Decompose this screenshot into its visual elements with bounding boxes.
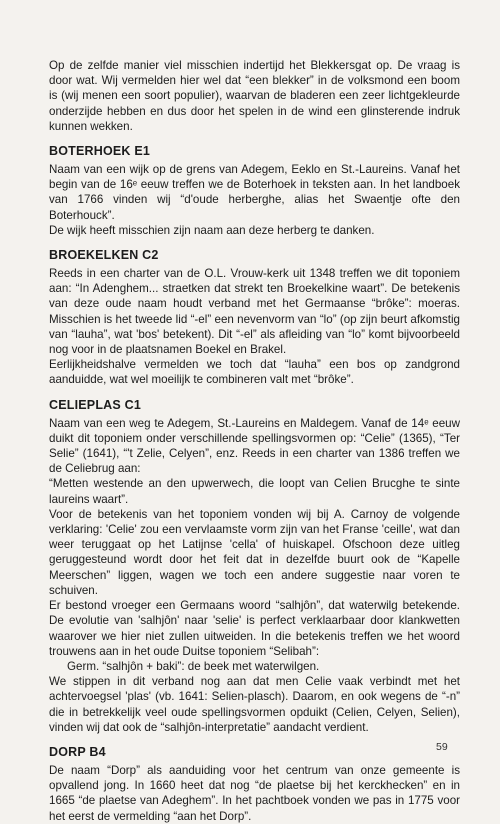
intro-paragraph: Op de zelfde manier viel misschien indertijd het Blekkersgat op. De vraag is door wat. Wij vermelden hier wel dat “een blekker” in de volksmond een boom is (wij menen een soort populier), waarvan de bladeren een zeer lichtgekleurde onderzijde hebben en dus door het spelen in de wind een glinsterende indruk kunnen wekken. [49,59,460,133]
broekelken-paragraph-1: Reeds in een charter van de O.L. Vrouw-kerk uit 1348 treffen we dit toponiem aan: “In Adenghem... straetken dat strekt ten Broekelkine waart”. De betekenis van deze oude naam houdt verband met het Germaanse “brôke”: moeras. Misschien is het tweede lid “-el” een nevenvorm van “lo” (op zijn beurt afkomstig van “lauha”, wat 'bos' betekent). Dit “-el” als afleiding van “lo” komt bijvoorbeeld nog voor in de plaatsnamen Boekel en Brakel. [49,267,460,357]
page-number: 59 [436,741,448,753]
heading-boterhoek: BOTERHOEK E1 [49,144,151,159]
dorp-paragraph-1: De naam “Dorp” als aanduiding voor het centrum van onze gemeente is opvallend jong. In 1660 heet dat nog “de plaetse bij het kerckhecken” en in 1665 “de plaetse van Adeghem”. In het pachtboek vonden we pas in 1775 voor het eerst de vermelding “aan het Dorp”. [49,763,460,823]
celieplas-paragraph-4: We stippen in dit verband nog aan dat men Celie vaak verbindt met het achtervoegsel 'plas' (vb. 1641: Selien-plasch). Daarom, en ook wegens de “-n” die in betrekkelijk veel oude spellingsvormen opduikt (Celien, Celyen, Selien), vinden wij dat ook de “salhjôn-interpretatie” aandacht verdient. [49,675,460,734]
page-content [49,58,460,824]
broekelken-paragraph-2: Eerlijkheidshalve vermelden we toch dat “lauha” een bos op zandgrond aanduidde, wat wel moeilijk te combineren valt met “brôke”. [49,358,460,387]
celieplas-paragraph-1: Naam van een weg te Adegem, St.-Laureins en Maldegem. Vanaf de 14ᵉ eeuw duikt dit toponiem onder verschillende spellingsvormen op: “Celie” (1365), “Ter Selie” (1641), “'t Zelie, Celyen”, enz. Reeds in een charter van 1386 treffen we de Celiebrug aan: [49,416,460,476]
celieplas-quote: “Metten westende an den upwerwech, die loopt van Celien Brucghe te sinte laureins waart”. [49,477,460,506]
heading-dorp: DORP B4 [49,744,106,759]
heading-broekelken: BROEKELKEN C2 [49,248,159,263]
boterhoek-paragraph-1: Naam van een wijk op de grens van Adegem, Eeklo en St.-Laureins. Vanaf het begin van de 16ᵉ eeuw treffen we de Boterhoek in teksten aan. In het landboek van 1766 vinden wij “d'oude herberghe, alias het Swaentje ofte den Boterhouck”. [49,163,460,222]
boterhoek-paragraph-2: De wijk heeft misschien zijn naam aan deze herberg te danken. [49,223,375,237]
celieplas-paragraph-3: Er bestond vroeger een Germaans woord “salhjôn”, dat waterwilg betekende. De evolutie van 'salhjôn' naar 'selie' is perfect verklaarbaar door klankwetten waarover we hier niet zullen uitweiden. In die betekenis treffen we het woord trouwens aan in het oude Duitse toponiem “Selibah”: [49,599,460,658]
celieplas-etymology-line: Germ. “salhjôn + baki”: de beek met waterwilgen. [67,659,320,673]
celieplas-paragraph-2: Voor de betekenis van het toponiem vonden wij bij A. Carnoy de volgende verklaring: 'Celie' zou een vervlaamste vorm zijn van het Franse 'ceille', wat dan weer teruggaat op het Latijnse 'cella' of huiskapel. Ofschoon deze uitleg geruggesteund wordt door het feit dat in dezelfde buurt ook de “Kapelle Meerschen” liggen, wagen we toch een andere suggestie naar voren te schuiven. [49,507,460,597]
heading-celieplas: CELIEPLAS C1 [49,397,141,412]
